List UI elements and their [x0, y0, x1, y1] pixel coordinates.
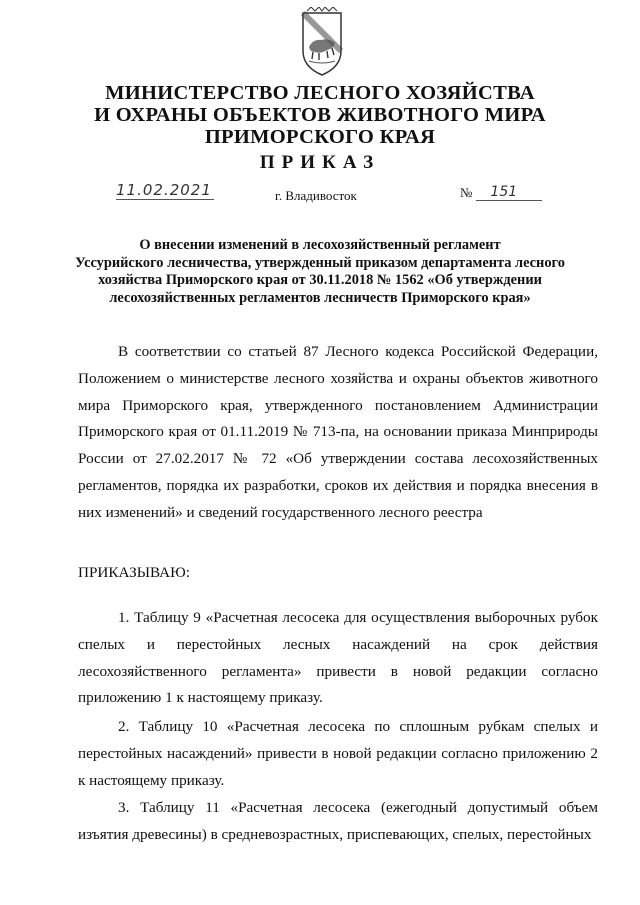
order-number-value: 151 [476, 184, 542, 201]
subject-line: хозяйства Приморского края от 30.11.2018 № 1562 «Об утверждении [98, 272, 542, 288]
preamble-paragraph: В соответствии со статьей 87 Лесного кодекса Российской Федерации, Положением о министерстве лесного хозяйства и охраны объектов животного мира Приморского края, утвержденного постановлением Администрации Приморского края от 01.11.2019 № 713-па, на основании приказа Минприроды России от 27.02.2017 № 72 «Об утверждении состава лесохозяйственных регламентов, порядка их разработки, сроков их действия и порядка внесения в них изменений» и сведений государственного лесного реестра [78, 343, 598, 521]
coat-of-arms-icon [297, 7, 347, 79]
number-sign: № [460, 185, 473, 200]
order-number [460, 184, 542, 201]
subject-line: Уссурийского лесничества, утвержденный приказом департамента лесного [75, 254, 565, 271]
ministry-line: ПРИМОРСКОГО КРАЯ [204, 126, 436, 148]
order-item-2: 2. Таблицу 10 «Расчетная лесосека по сплошным рубкам спелых и перестойных насаждений» привести в новой редакции согласно приложению 2 к настоящему приказу. [78, 718, 598, 789]
order-subject [70, 237, 570, 307]
ministry-name [60, 82, 580, 148]
subject-line: О внесении изменений в лесохозяйственный регламент [139, 237, 501, 253]
order-date: 11.02.2021 [116, 181, 212, 199]
order-item-1: 1. Таблицу 9 «Расчетная лесосека для осуществления выборочных рубок спелых и перестойных лесных насаждений на срок действия лесохозяйственного регламента» привести в новой редакции согласно приложению 1 к настоящему приказу. [78, 609, 598, 707]
order-word: ПРИКАЗЫВАЮ: [78, 564, 190, 581]
order-item-3: 3. Таблицу 11 «Расчетная лесосека (ежегодный допустимый объем изъятия древесины) в средневозрастных, приспевающих, спелых, перестойных [78, 799, 598, 843]
order-city: г. Владивосток [275, 188, 357, 203]
subject-line: лесохозяйственных регламентов лесничеств Приморского края» [109, 289, 531, 306]
ministry-line: И ОХРАНЫ ОБЪЕКТОВ ЖИВОТНОГО МИРА [94, 104, 546, 126]
document-type-title: ПРИКАЗ [259, 152, 381, 173]
ministry-line: МИНИСТЕРСТВО ЛЕСНОГО ХОЗЯЙСТВА [105, 82, 535, 104]
